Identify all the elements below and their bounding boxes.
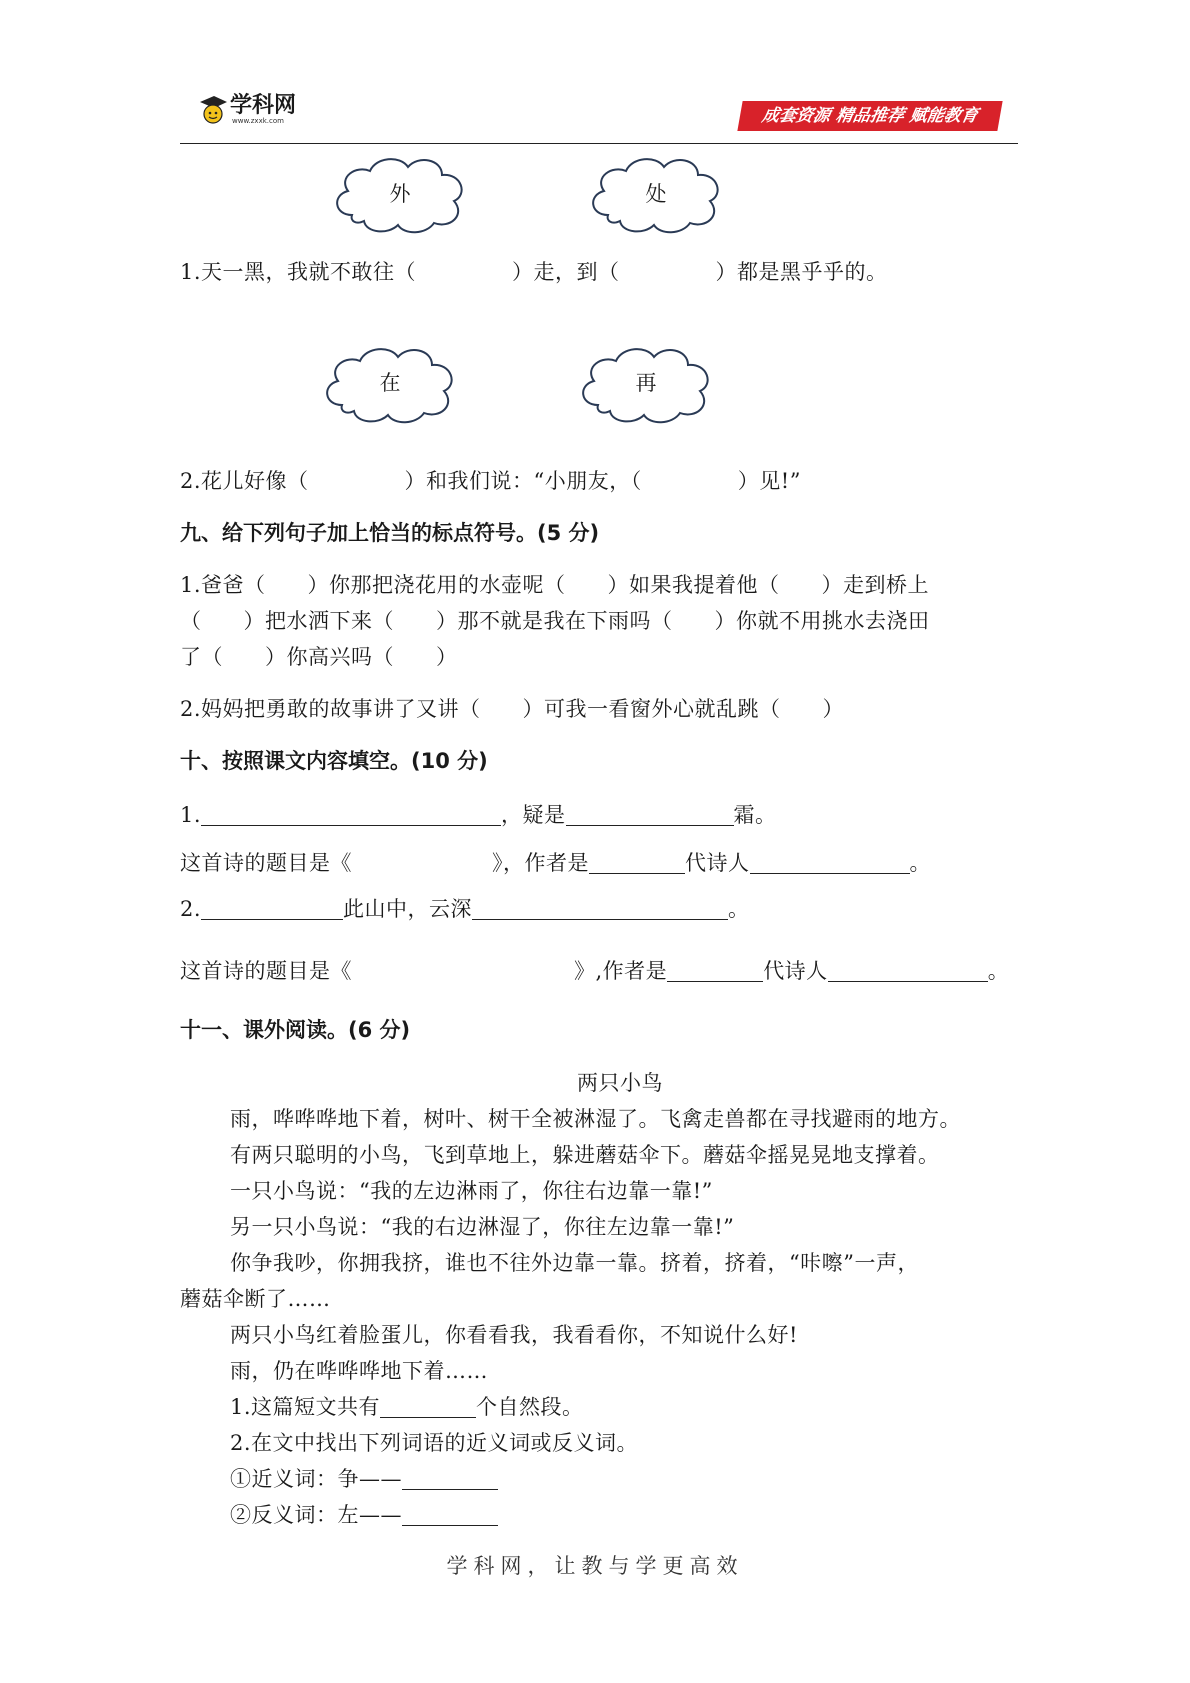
blank-line[interactable] [828, 959, 988, 982]
story-paragraph: 另一只小鸟说：“我的右边淋湿了，你往左边靠一靠!” [230, 1215, 735, 1239]
logo [198, 94, 296, 126]
section-heading-9: 九、给下列句子加上恰当的标点符号。(5 分) [180, 521, 600, 545]
q9-line-2: （ ）把水洒下来（ ）那不就是我在下雨吗（ ）你就不用挑水去浇田 [180, 609, 930, 633]
blank-line[interactable] [201, 803, 501, 826]
story-paragraph: 雨，仍在哗哗哗地下着…… [230, 1359, 488, 1383]
reading-question-2: 2.在文中找出下列词语的近义词或反义词。 [230, 1431, 639, 1455]
q10-poem-2-title: 这首诗的题目是《 》,作者是 代诗人 。 [180, 959, 1010, 983]
cloud-char-2: 处 [645, 182, 667, 206]
blank-line[interactable] [201, 897, 343, 920]
blank-line[interactable] [750, 851, 910, 874]
blank-line[interactable] [472, 897, 728, 920]
cloud-char-3: 在 [379, 371, 401, 395]
q9-line-1: 1.爸爸（ ）你那把浇花用的水壶呢（ ）如果我提着他（ ）走到桥上 [180, 573, 930, 597]
synonym-item: ①近义词：争—— [230, 1464, 498, 1494]
story-paragraph: 两只小鸟红着脸蛋儿，你看看我，我看看你，不知说什么好! [230, 1323, 798, 1347]
story-paragraph: 雨，哗哗哗地下着，树叶、树干全被淋湿了。飞禽走兽都在寻找避雨的地方。 [230, 1107, 961, 1131]
logo-text: 学科网 [230, 93, 297, 118]
antonym-item: ②反义词：左—— [230, 1500, 498, 1530]
q10-poem-1-line: 1. ，疑是 霜。 [180, 803, 777, 827]
q10-poem-1-title: 这首诗的题目是《 》，作者是 代诗人 。 [180, 851, 931, 875]
header-slogan-badge: 成套资源 精品推荐 赋能教育 [737, 101, 1002, 131]
blank-line[interactable] [402, 1503, 498, 1526]
story-paragraph: 一只小鸟说：“我的左边淋雨了，你往右边靠一靠!” [230, 1179, 713, 1203]
story-paragraph: 有两只聪明的小鸟，飞到草地上，躲进蘑菇伞下。蘑菇伞摇晃晃地支撑着。 [230, 1143, 940, 1167]
header-divider [180, 143, 1018, 144]
story-paragraph-continued: 蘑菇伞断了…… [180, 1287, 331, 1311]
q8-sentence-1: 1.天一黑，我就不敢往（ ）走，到（ ）都是黑乎乎的。 [180, 260, 888, 284]
graduate-mascot-icon [198, 94, 228, 126]
blank-line[interactable] [566, 803, 734, 826]
q8-sentence-2: 2.花儿好像（ ）和我们说：“小朋友，（ ）见!” [180, 469, 801, 493]
logo-url: www.zxxk.com [232, 117, 284, 125]
q10-poem-2-line: 2. 此山中，云深 。 [180, 897, 750, 921]
cloud-char-4: 再 [635, 371, 657, 395]
section-heading-11: 十一、课外阅读。(6 分) [180, 1018, 411, 1042]
story-paragraph: 你争我吵，你拥我挤，谁也不往外边靠一靠。挤着，挤着，“咔嚓”一声， [230, 1251, 919, 1275]
page-footer: 学科网，让教与学更高效 [446, 1554, 744, 1578]
q9-line-3: 了（ ）你高兴吗（ ） [180, 645, 458, 669]
blank-line[interactable] [380, 1395, 476, 1418]
reading-question-1: 1.这篇短文共有 个自然段。 [230, 1395, 584, 1419]
blank-line[interactable] [667, 959, 763, 982]
blank-line[interactable] [589, 851, 685, 874]
section-heading-10: 十、按照课文内容填空。(10 分) [180, 749, 488, 773]
q9-line-4: 2.妈妈把勇敢的故事讲了又讲（ ）可我一看窗外心就乱跳（ ） [180, 697, 845, 721]
cloud-char-1: 外 [389, 182, 411, 206]
story-title: 两只小鸟 [577, 1071, 663, 1095]
blank-line[interactable] [402, 1467, 498, 1490]
